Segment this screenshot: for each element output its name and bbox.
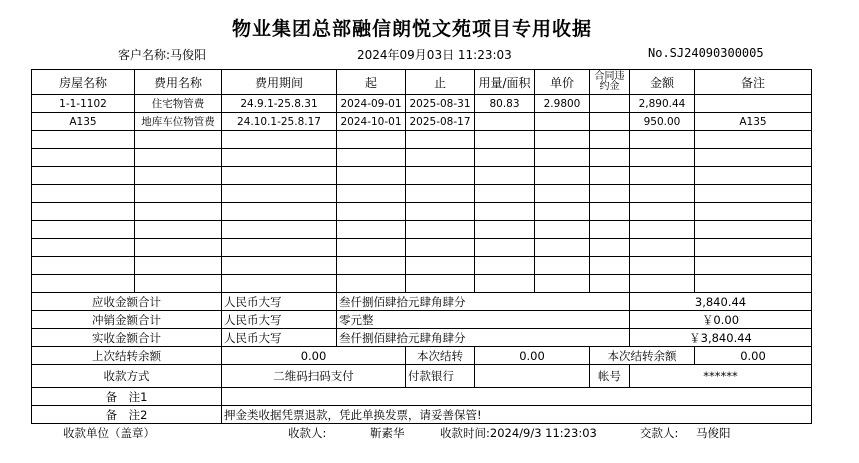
header-penalty [590,70,630,95]
account-value: ****** [630,365,812,388]
pay-method: 二维码扫码支付 [222,365,406,388]
receivable-row [32,293,812,311]
receipt-datetime: 2024年09月03日 11:23:03 [357,48,512,62]
empty-row [32,149,812,167]
empty-row [32,167,812,185]
header-price: 单价 [535,70,590,95]
received-words: 叁仟捌佰肆拾元肆角肆分 [337,329,630,347]
header-period: 费用期间 [222,70,337,95]
bank-label: 付款银行 [406,365,475,388]
receipt-table [31,69,812,424]
cell-period: 24.10.1-25.8.17 [222,113,337,131]
payer-name: 马俊阳 [696,426,731,440]
received-amount: ￥3,840.44 [630,329,812,347]
empty-row [32,221,812,239]
cell-house: A135 [32,113,135,131]
cell-penalty [590,113,630,131]
note1-label: 备 注1 [32,388,222,406]
carry-value: 0.00 [475,347,590,365]
received-row [32,329,812,347]
payer-label: 交款人: [640,426,679,440]
receipt-title: 物业集团总部融信朗悦文苑项目专用收据 [231,18,592,40]
empty-row [32,239,812,257]
received-label: 实收金额合计 [32,329,222,347]
cell-note [695,95,812,113]
cell-house: 1-1-1102 [32,95,135,113]
receivable-label: 应收金额合计 [32,293,222,311]
last-balance-label: 上次结转余额 [32,347,222,365]
note1-value [222,388,812,406]
receivable-words: 叁仟捌佰肆拾元肆角肆分 [337,293,630,311]
table-row [32,95,812,113]
cell-qty [475,113,535,131]
note2-row [32,406,812,424]
empty-row [32,257,812,275]
receivable-amount: 3,840.44 [630,293,812,311]
header-note: 备注 [695,70,812,95]
rmb-label: 人民币大写 [222,329,337,347]
offset-amount: ￥0.00 [630,311,812,329]
table-row [32,113,812,131]
empty-row [32,131,812,149]
cell-fee: 地库车位物管费 [135,113,222,131]
cell-end: 2025-08-31 [406,95,475,113]
cell-price: 2.9800 [535,95,590,113]
account-label: 帐号 [590,365,630,388]
table-header-row [32,70,812,95]
header-penalty-line2: 约金 [599,81,620,92]
rmb-label: 人民币大写 [222,293,337,311]
bank-value [475,365,590,388]
balance-row [32,347,812,365]
header-qty: 用量/面积 [475,70,535,95]
header-amount: 金额 [630,70,695,95]
carry-balance: 0.00 [695,347,812,365]
note2-value: 押金类收据凭票退款，凭此单换发票，请妥善保管! [222,406,812,424]
payee-label: 收款人: [288,426,327,440]
cell-qty: 80.83 [475,95,535,113]
customer-name: 客户名称:马俊阳 [118,48,207,62]
carry-balance-label: 本次结转余额 [590,347,695,365]
cell-amount: 2,890.44 [630,95,695,113]
cell-fee: 住宅物管费 [135,95,222,113]
offset-words: 零元整 [337,311,630,329]
offset-row [32,311,812,329]
cell-price [535,113,590,131]
payee-name: 靳素华 [370,426,405,440]
collect-time: 收款时间:2024/9/3 11:23:03 [440,426,597,440]
cell-penalty [590,95,630,113]
rmb-label: 人民币大写 [222,311,337,329]
cell-end: 2025-08-17 [406,113,475,131]
carry-label: 本次结转 [406,347,475,365]
cell-start: 2024-09-01 [337,95,406,113]
cell-note: A135 [695,113,812,131]
cell-start: 2024-10-01 [337,113,406,131]
header-fee: 费用名称 [135,70,222,95]
last-balance: 0.00 [222,347,406,365]
note2-label: 备 注2 [32,406,222,424]
offset-label: 冲销金额合计 [32,311,222,329]
empty-row [32,203,812,221]
empty-row [32,275,812,293]
header-penalty-line1: 合同违 [594,71,625,82]
collecting-unit-label: 收款单位（盖章） [63,426,155,440]
pay-method-label: 收款方式 [32,365,222,388]
cell-period: 24.9.1-25.8.31 [222,95,337,113]
empty-row [32,185,812,203]
header-start: 起 [337,70,406,95]
header-end: 止 [406,70,475,95]
receipt-number: No.SJ24090300005 [648,46,764,60]
note1-row [32,388,812,406]
cell-amount: 950.00 [630,113,695,131]
header-house: 房屋名称 [32,70,135,95]
payment-row [32,365,812,388]
